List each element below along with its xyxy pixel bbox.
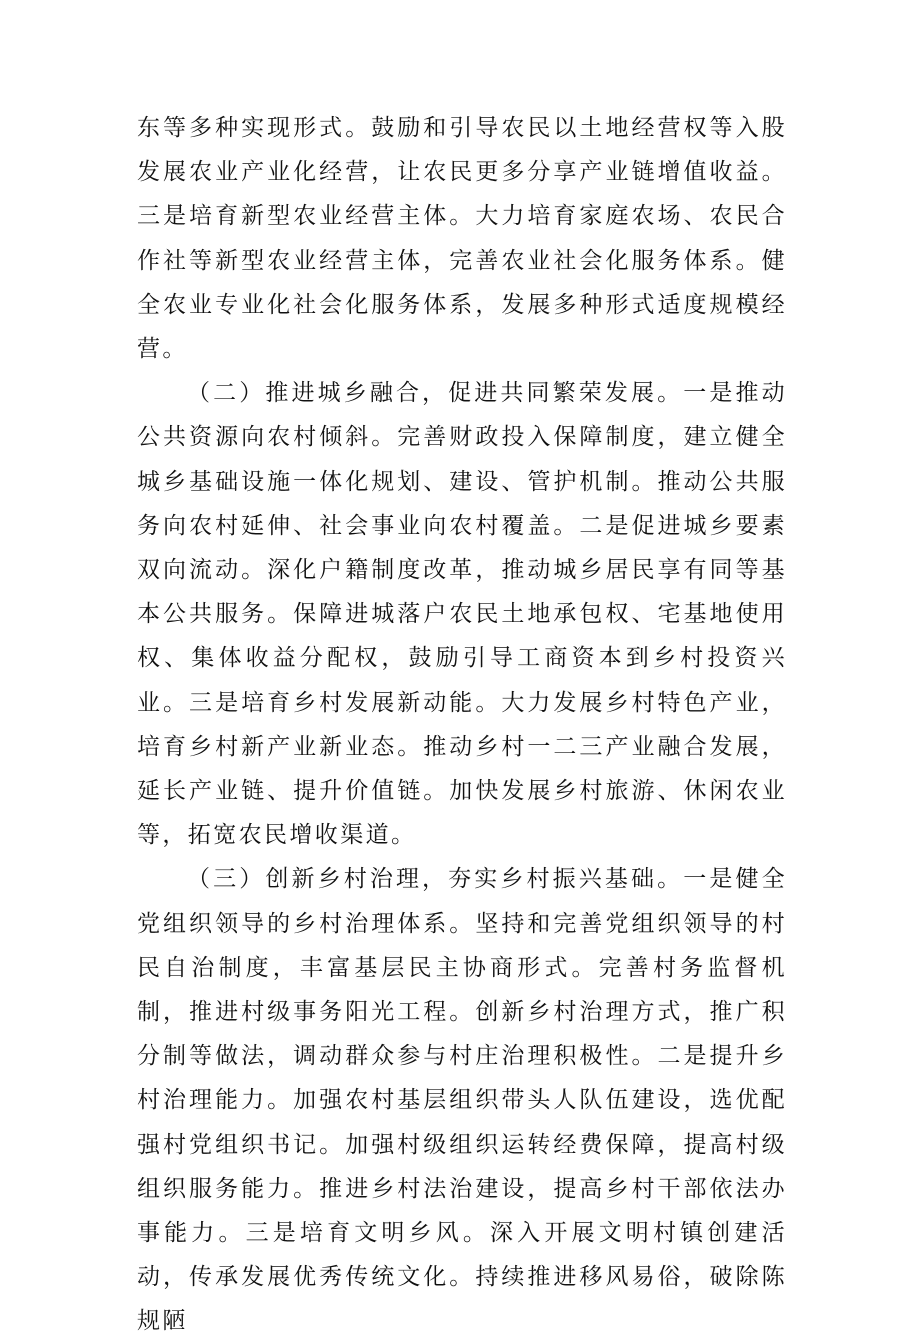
paragraph-section-2: （二）推进城乡融合，促进共同繁荣发展。一是推动公共资源向农村倾斜。完善财政投入保障制度，建立健全城乡基础设施一体化规划、建设、管护机制。推动公共服务向农村延伸、社会事业向农村覆盖。二是促进城乡要素双向流动。深化户籍制度改革，推动城乡居民享有同等基本公共服务。保障进城落户农民土地承包权、宅基地使用权、集体收益分配权，鼓励引导工商资本到乡村投资兴业。三是培育乡村发展新动能。大力发展乡村特色产业，培育乡村新产业新业态。推动乡村一二三产业融合发展，延长产业链、提升价值链。加快发展乡村旅游、休闲农业等，拓宽农民增收渠道。 [137,380,787,849]
paragraph-section-3: （三）创新乡村治理，夯实乡村振兴基础。一是健全党组织领导的乡村治理体系。坚持和完善党组织领导的村民自治制度，丰富基层民主协商形式。完善村务监督机制，推进村级事务阳光工程。创新乡村治理方式，推广积分制等做法，调动群众参与村庄治理积极性。二是提升乡村治理能力。加强农村基层组织带头人队伍建设，选优配强村党组织书记。加强村级组织运转经费保障，提高村级组织服务能力。推进乡村法治建设，提高乡村干部依法办事能力。三是培育文明乡风。深入开展文明村镇创建活动，传承发展优秀传统文化。持续推进移风易俗，破除陈规陋 [137,866,787,1335]
paragraph-continued: 东等多种实现形式。鼓励和引导农民以土地经营权等入股发展农业产业化经营，让农民更多分享产业链增值收益。三是培育新型农业经营主体。大力培育家庭农场、农民合作社等新型农业经营主体，完善农业社会化服务体系。健全农业专业化社会化服务体系，发展多种形式适度规模经营。 [137,115,787,363]
document-body [137,106,787,1344]
